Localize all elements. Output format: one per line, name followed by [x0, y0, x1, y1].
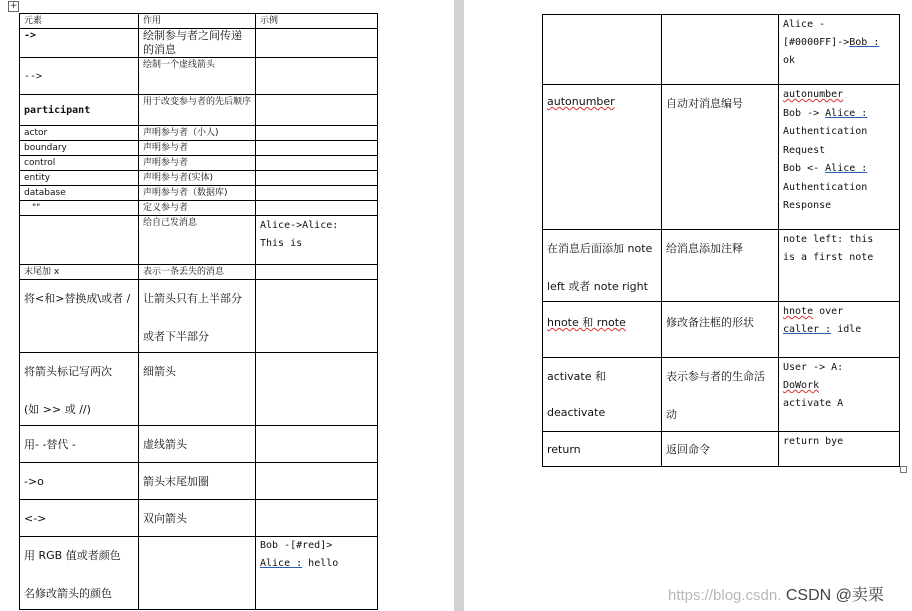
- example-line: [783, 160, 895, 179]
- example-cell: [256, 280, 378, 353]
- element-line: activate 和: [547, 370, 606, 383]
- example-cell: [779, 230, 900, 302]
- table-row: [20, 156, 378, 171]
- example-cell: [256, 537, 378, 610]
- table-row: [543, 85, 900, 230]
- element-line: 在消息后面添加 note: [547, 242, 653, 255]
- table-row: [543, 358, 900, 432]
- element-cell: [543, 15, 662, 85]
- example-link: Alice :: [825, 163, 868, 174]
- example-text: Bob ->: [783, 107, 826, 119]
- example-cell: [256, 426, 378, 463]
- table-resize-handle-icon[interactable]: [900, 466, 907, 473]
- example-line: Authentication: [783, 126, 868, 137]
- table-row: [20, 186, 378, 201]
- example-cell: [256, 156, 378, 171]
- purpose-cell: 虚线箭头: [139, 426, 256, 463]
- example-cell: [256, 141, 378, 156]
- table-row: [20, 280, 378, 353]
- watermark-brand: CSDN @卖栗: [785, 587, 884, 604]
- example-text: Bob <-: [783, 163, 826, 174]
- purpose-cell: 箭头末尾加圈: [139, 463, 256, 500]
- table-row: [20, 171, 378, 186]
- table-row: [20, 353, 378, 426]
- element-cell: ->o: [20, 463, 139, 500]
- element-cell: [543, 230, 662, 302]
- purpose-cell: 给自己发消息: [139, 216, 256, 265]
- purpose-cell: 双向箭头: [139, 500, 256, 537]
- purpose-cell: 自动对消息编号: [662, 85, 779, 230]
- example-link: Bob :: [849, 37, 880, 48]
- example-cell: [256, 463, 378, 500]
- example-line: Bob -[#red]>: [260, 540, 333, 551]
- header-cell-example: 示例: [256, 14, 378, 29]
- table-row: [20, 126, 378, 141]
- example-line: autonumber: [783, 89, 844, 100]
- example-cell: [256, 265, 378, 280]
- purpose-cell: [662, 15, 779, 85]
- purpose-cell: 修改备注框的形状: [662, 302, 779, 358]
- example-cell: [779, 358, 900, 432]
- table-move-handle-icon[interactable]: +: [9, 1, 18, 11]
- element-cell: -->: [20, 58, 139, 95]
- element-cell: boundary: [20, 141, 139, 156]
- example-cell: [779, 85, 900, 230]
- table-row: [543, 15, 900, 85]
- document-page-left: [0, 0, 454, 611]
- example-text: [#0000FF]->: [783, 37, 850, 48]
- element-cell: [20, 280, 139, 353]
- element-cell: actor: [20, 126, 139, 141]
- example-cell: [256, 500, 378, 537]
- element-cell: 用- -替代 -: [20, 426, 139, 463]
- example-line: [783, 303, 895, 321]
- element-cell: [20, 353, 139, 426]
- element-text: autonumber: [547, 95, 615, 108]
- example-cell: [779, 15, 900, 85]
- watermark: [668, 582, 884, 605]
- table-row: [20, 265, 378, 280]
- example-line: [783, 321, 895, 339]
- example-link: caller :: [783, 324, 832, 335]
- element-cell: control: [20, 156, 139, 171]
- example-text: over: [813, 306, 844, 317]
- element-line: 名修改箭头的颜色: [24, 587, 112, 600]
- example-cell: [256, 216, 378, 265]
- example-line: This is: [260, 238, 303, 249]
- table-row: [543, 302, 900, 358]
- purpose-cell: 表示一条丢失的消息: [139, 265, 256, 280]
- element-line: deactivate: [547, 406, 606, 419]
- example-link: Alice :: [825, 107, 868, 119]
- element-line: left 或者 note right: [547, 280, 648, 293]
- table-row: [20, 58, 378, 95]
- purpose-line: 或者下半部分: [143, 330, 209, 343]
- example-text: idle: [831, 324, 862, 335]
- example-cell: [256, 126, 378, 141]
- element-cell: database: [20, 186, 139, 201]
- purpose-cell: 声明参与者(实体): [139, 171, 256, 186]
- purpose-cell: 细箭头: [139, 353, 256, 426]
- example-cell: return bye: [779, 432, 900, 467]
- element-text: hnote 和 rnote: [547, 316, 626, 329]
- syntax-table-right: [542, 14, 900, 467]
- example-line: Alice->Alice:: [260, 220, 339, 231]
- watermark-url: https://blog.csdn.: [668, 587, 782, 604]
- table-row: [20, 537, 378, 610]
- example-line: ok: [783, 55, 796, 66]
- example-text: hnote: [783, 306, 814, 317]
- purpose-line: 表示参与者的生命活: [666, 370, 765, 383]
- example-cell: [256, 58, 378, 95]
- example-line: activate A: [783, 398, 844, 409]
- example-line: note left: this: [783, 234, 874, 245]
- example-line: Request: [783, 144, 826, 156]
- element-cell: "": [20, 201, 139, 216]
- purpose-line: 动: [666, 408, 677, 421]
- syntax-table-left: [19, 13, 378, 610]
- example-line: Response: [783, 200, 832, 211]
- example-link: Alice :: [260, 558, 303, 569]
- example-cell: [256, 186, 378, 201]
- purpose-cell: [139, 537, 256, 610]
- table-row: [20, 141, 378, 156]
- purpose-cell: 绘制参与者之间传递的消息: [139, 29, 256, 58]
- page-gutter: [454, 0, 464, 611]
- purpose-cell: 绘制一个虚线箭头: [139, 58, 256, 95]
- example-cell: [779, 302, 900, 358]
- purpose-cell: 用于改变参与者的先后顺序: [139, 95, 256, 126]
- purpose-cell: 声明参与者: [139, 141, 256, 156]
- element-cell: [543, 302, 662, 358]
- purpose-cell: 返回命令: [662, 432, 779, 467]
- table-row: [543, 432, 900, 467]
- table-row: [20, 216, 378, 265]
- example-line: is a first note: [783, 252, 874, 263]
- example-cell: [256, 353, 378, 426]
- example-line: [260, 555, 373, 573]
- element-cell: return: [543, 432, 662, 467]
- table-row: [20, 463, 378, 500]
- element-line: 将箭头标记写两次: [24, 365, 112, 378]
- example-cell: [256, 201, 378, 216]
- example-cell: [256, 95, 378, 126]
- table-row: [20, 426, 378, 463]
- element-cell: [20, 216, 139, 265]
- header-cell-element: 元素: [20, 14, 139, 29]
- example-line: Alice -: [783, 19, 826, 30]
- purpose-cell: 声明参与者（小人): [139, 126, 256, 141]
- purpose-cell: [662, 358, 779, 432]
- purpose-cell: [139, 280, 256, 353]
- purpose-line: 让箭头只有上半部分: [143, 292, 242, 305]
- purpose-cell: 定义参与者: [139, 201, 256, 216]
- element-line: 用 RGB 值或者颜色: [24, 549, 121, 562]
- example-line: [783, 34, 895, 52]
- element-cell: [543, 85, 662, 230]
- table-header-row: [20, 14, 378, 29]
- example-line: [783, 105, 895, 124]
- element-cell: 末尾加 x: [20, 265, 139, 280]
- table-row: [20, 201, 378, 216]
- element-line: (如 >> 或 //): [24, 403, 91, 416]
- purpose-cell: 声明参与者: [139, 156, 256, 171]
- table-row: [20, 500, 378, 537]
- element-cell: [543, 358, 662, 432]
- example-cell: [256, 171, 378, 186]
- element-cell: participant: [20, 95, 139, 126]
- element-cell: [20, 537, 139, 610]
- example-cell: [256, 29, 378, 58]
- example-line: Authentication: [783, 181, 868, 193]
- example-line: DoWork: [783, 380, 820, 391]
- purpose-cell: 声明参与者（数据库): [139, 186, 256, 201]
- table-row: [20, 95, 378, 126]
- element-cell: <->: [20, 500, 139, 537]
- element-text: 将<和>替换成\或者 /: [24, 292, 131, 305]
- element-cell: entity: [20, 171, 139, 186]
- example-line: User -> A:: [783, 362, 844, 373]
- example-text: hello: [302, 558, 339, 569]
- header-cell-purpose: 作用: [139, 14, 256, 29]
- element-cell: ->: [20, 29, 139, 58]
- purpose-cell: 给消息添加注释: [662, 230, 779, 302]
- table-row: [20, 29, 378, 58]
- table-row: [543, 230, 900, 302]
